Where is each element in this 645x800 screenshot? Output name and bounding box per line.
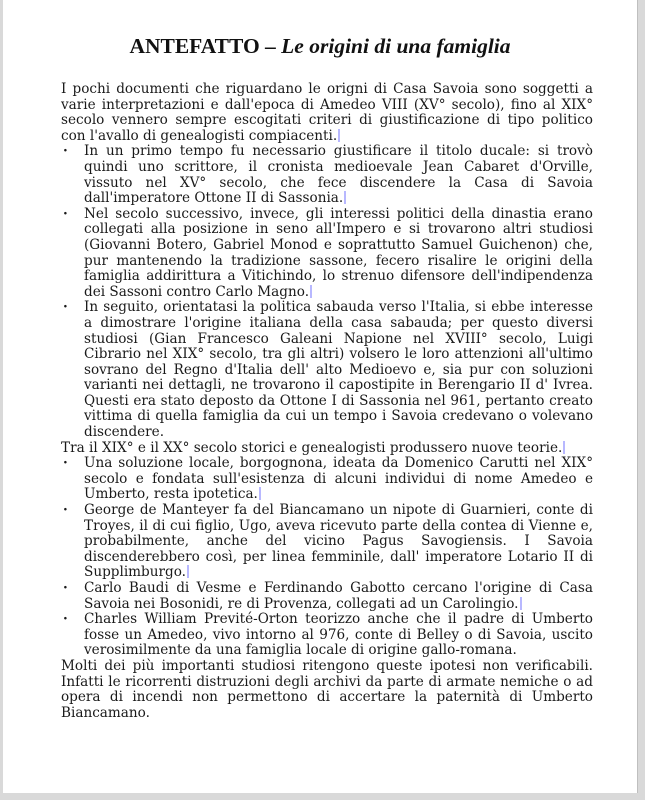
list-item: · Nel secolo successivo, invece, gli interessi politici della dinastia erano collegati alla posizione in seno all'Impero e si trovarono altri studiosi (Giovanni Botero, Gabriel Monod e soprattutto Samuel Guichenon) che, pur mantenendo la tradizione sassone, fecero risalire le origini della famiglia addirittura a Vitichindo, lo strenuo difensore dell'indipendenza dei Sassoni contro Carlo Magno. xyxy=(61,207,593,301)
paragraph-mark xyxy=(259,487,261,500)
paragraph-mark xyxy=(563,441,565,454)
list-item: · Charles William Previté-Orton teorizzo anche che il padre di Umberto fosse un Amedeo, vivo intorno al 976, conte di Belley o di Savoia, uscito verosimilmente da una famiglia locale di origine gallo-romana. xyxy=(61,612,593,659)
bullet-list-new-theories xyxy=(61,456,593,659)
paragraph-mark xyxy=(344,191,346,204)
closing-paragraph: Molti dei più importanti studiosi ritengono queste ipotesi non verificabili. Infatti le ricorrenti distruzioni degli archivi da parte di armate nemiche o ad opera di incendi non permettono di accertare la paternità di Umberto Biancamano. xyxy=(61,657,593,721)
paragraph-mark xyxy=(187,565,189,578)
list-item: · Carlo Baudi di Vesme e Ferdinando Gabotto cercano l'origine di Casa Savoia nei Bosonidi, re di Provenza, collegati ad un Carolingio. xyxy=(61,581,593,612)
title-main: ANTEFATTO xyxy=(129,34,260,58)
intro-paragraph: I pochi documenti che riguardano le origni di Casa Savoia sono soggetti a varie interpretazioni e dall'epoca di Amedeo VIII (XV° secolo), fino al XIX° secolo vennero sempre escogitati criteri di giustificazione di tipo politico con l'avallo di genealogisti compiacenti. xyxy=(61,81,593,144)
paragraph-mark xyxy=(338,129,340,142)
bullet-list-early-theories xyxy=(61,144,593,440)
document-body xyxy=(61,82,593,721)
list-item: · George de Manteyer fa del Biancamano un nipote di Guarnieri, conte di Troyes, il di cui figlio, Ugo, aveva ricevuto parte della contea di Vienne e, probabilmente, anche del vicino Pagus Savogiensis. I Savoia discenderebbero così, per linea femminile, dall' imperatore Lotario II di Supplimburgo. xyxy=(61,503,593,581)
paragraph-mark xyxy=(310,285,312,298)
list-item: · In seguito, orientatasi la politica sabauda verso l'Italia, si ebbe interesse a dimostrare l'origine italiana della casa sabauda; per questo diversi studiosi (Gian Francesco Galeani Napione nel XVIII° secolo, Luigi Cibrario nel XIX° secolo, tra gli altri) volsero le loro attenzioni all'ultimo sovrano del Regno d'Italia dell' alto Medioevo e, sia pur con soluzioni varianti nei dettagli, ne trovarono il capostipite in Berengario II d' Ivrea. Questi era stato deposto da Ottone I di Sassonia nel 961, pertanto creato vittima di quella famiglia da cui un tempo i Savoia credevano o volevano discendere. xyxy=(61,300,593,440)
page-title xyxy=(3,34,637,59)
paragraph-mark xyxy=(520,597,522,610)
list-item: · In un primo tempo fu necessario giustificare il titolo ducale: si trovò quindi uno scrittore, il cronista medioevale Jean Cabaret d'Orville, vissuto nel XV° secolo, che fece discendere la Casa di Savoia dall'imperatore Ottone II di Sassonia. xyxy=(61,144,593,206)
document-page xyxy=(3,0,638,793)
middle-paragraph: Tra il XIX° e il XX° secolo storici e genealogisti produssero nuove teorie. xyxy=(61,441,593,457)
title-dash: – xyxy=(265,34,276,58)
list-item: · Una soluzione locale, borgognona, ideata da Domenico Carutti nel XIX° secolo e fondata sull'esistenza di alcuni individui di nome Amedeo e Umberto, resta ipotetica. xyxy=(61,456,593,503)
title-subtitle: Le origini di una famiglia xyxy=(281,34,511,58)
